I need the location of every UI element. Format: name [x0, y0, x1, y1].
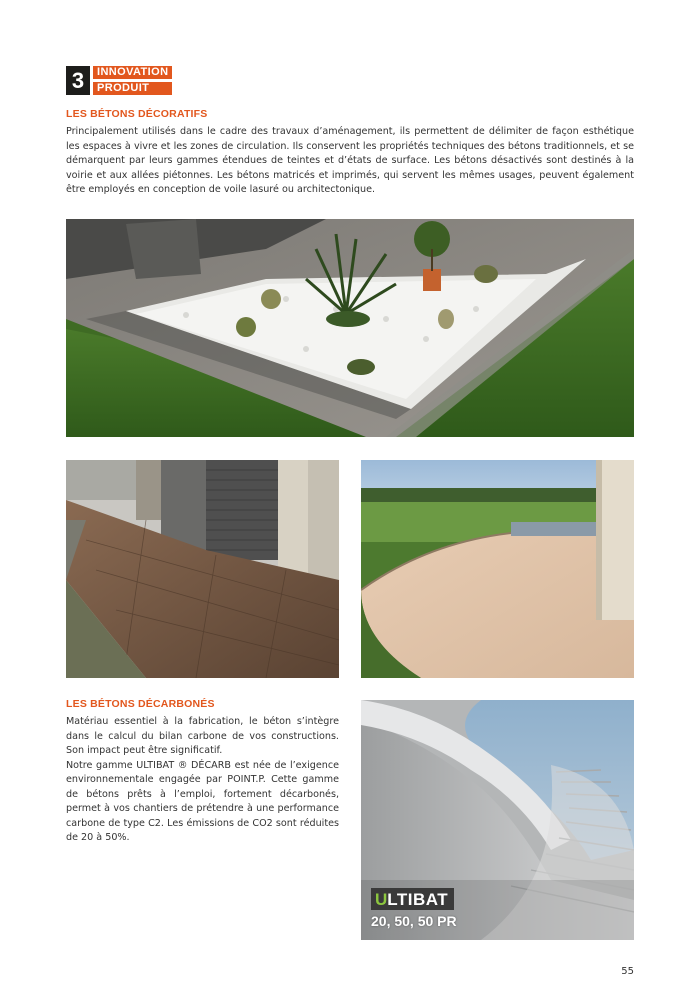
photo-terrace-concrete — [361, 460, 634, 678]
section-number: 3 — [66, 66, 90, 95]
section-tag — [66, 66, 172, 95]
paragraph-betons-decoratifs — [66, 125, 634, 198]
photo-decorative-garden — [66, 219, 634, 437]
ultibat-logo-rest: LTIBAT — [387, 889, 449, 909]
paragraph-decoratifs-text: Principalement utilisés dans le cadre des travaux d’aménagement, ils permettent de délimiter de façon esthétique les espaces à vivre et les zones de circulation. Ils conservent les propriétés techniques des bétons traditionnels, et se démarquent par leurs gammes étendues de teintes et d’états de surface. Les bétons désactivés sont destinés à la voirie et aux allées piétonnes. Les bétons matricés et imprimés, qui servent les mêmes usages, peuvent également être employés en conception de voile lasuré ou architectonique. — [66, 126, 634, 195]
paragraph-decarbones-text-2: Notre gamme ULTIBAT ® DÉCARB est née de l’exigence environnementale engagée par POINT.P. Cette gamme de bétons prêts à l’emploi, fortement décarbonés, permet à vos chantiers de prétendre à une performance carbone de type C2. Les émissions de CO2 sont réduites de 20 à 50%. — [66, 759, 339, 843]
paragraph-decarbones-text-1: Matériau essentiel à la fabrication, le béton s’intègre dans le calcul du bilan carbone de vos constructions. Son impact peut être significatif. — [66, 716, 339, 756]
ultibat-logo — [371, 888, 454, 910]
photo-ultibat-staircase — [361, 700, 634, 940]
section-title — [93, 66, 172, 95]
ultibat-logo-first: U — [375, 889, 388, 909]
heading-betons-decarbones: LES BÉTONS DÉCARBONÉS — [66, 698, 215, 710]
photo-imprinted-concrete-path — [66, 460, 339, 678]
heading-betons-decoratifs: LES BÉTONS DÉCORATIFS — [66, 108, 208, 120]
ultibat-subtitle: 20, 50, 50 PR — [371, 913, 457, 929]
section-title-line2: PRODUIT — [93, 82, 172, 95]
paragraph-betons-decarbones — [66, 715, 339, 846]
section-title-line1: INNOVATION — [93, 66, 172, 79]
page-number: 55 — [621, 966, 634, 977]
